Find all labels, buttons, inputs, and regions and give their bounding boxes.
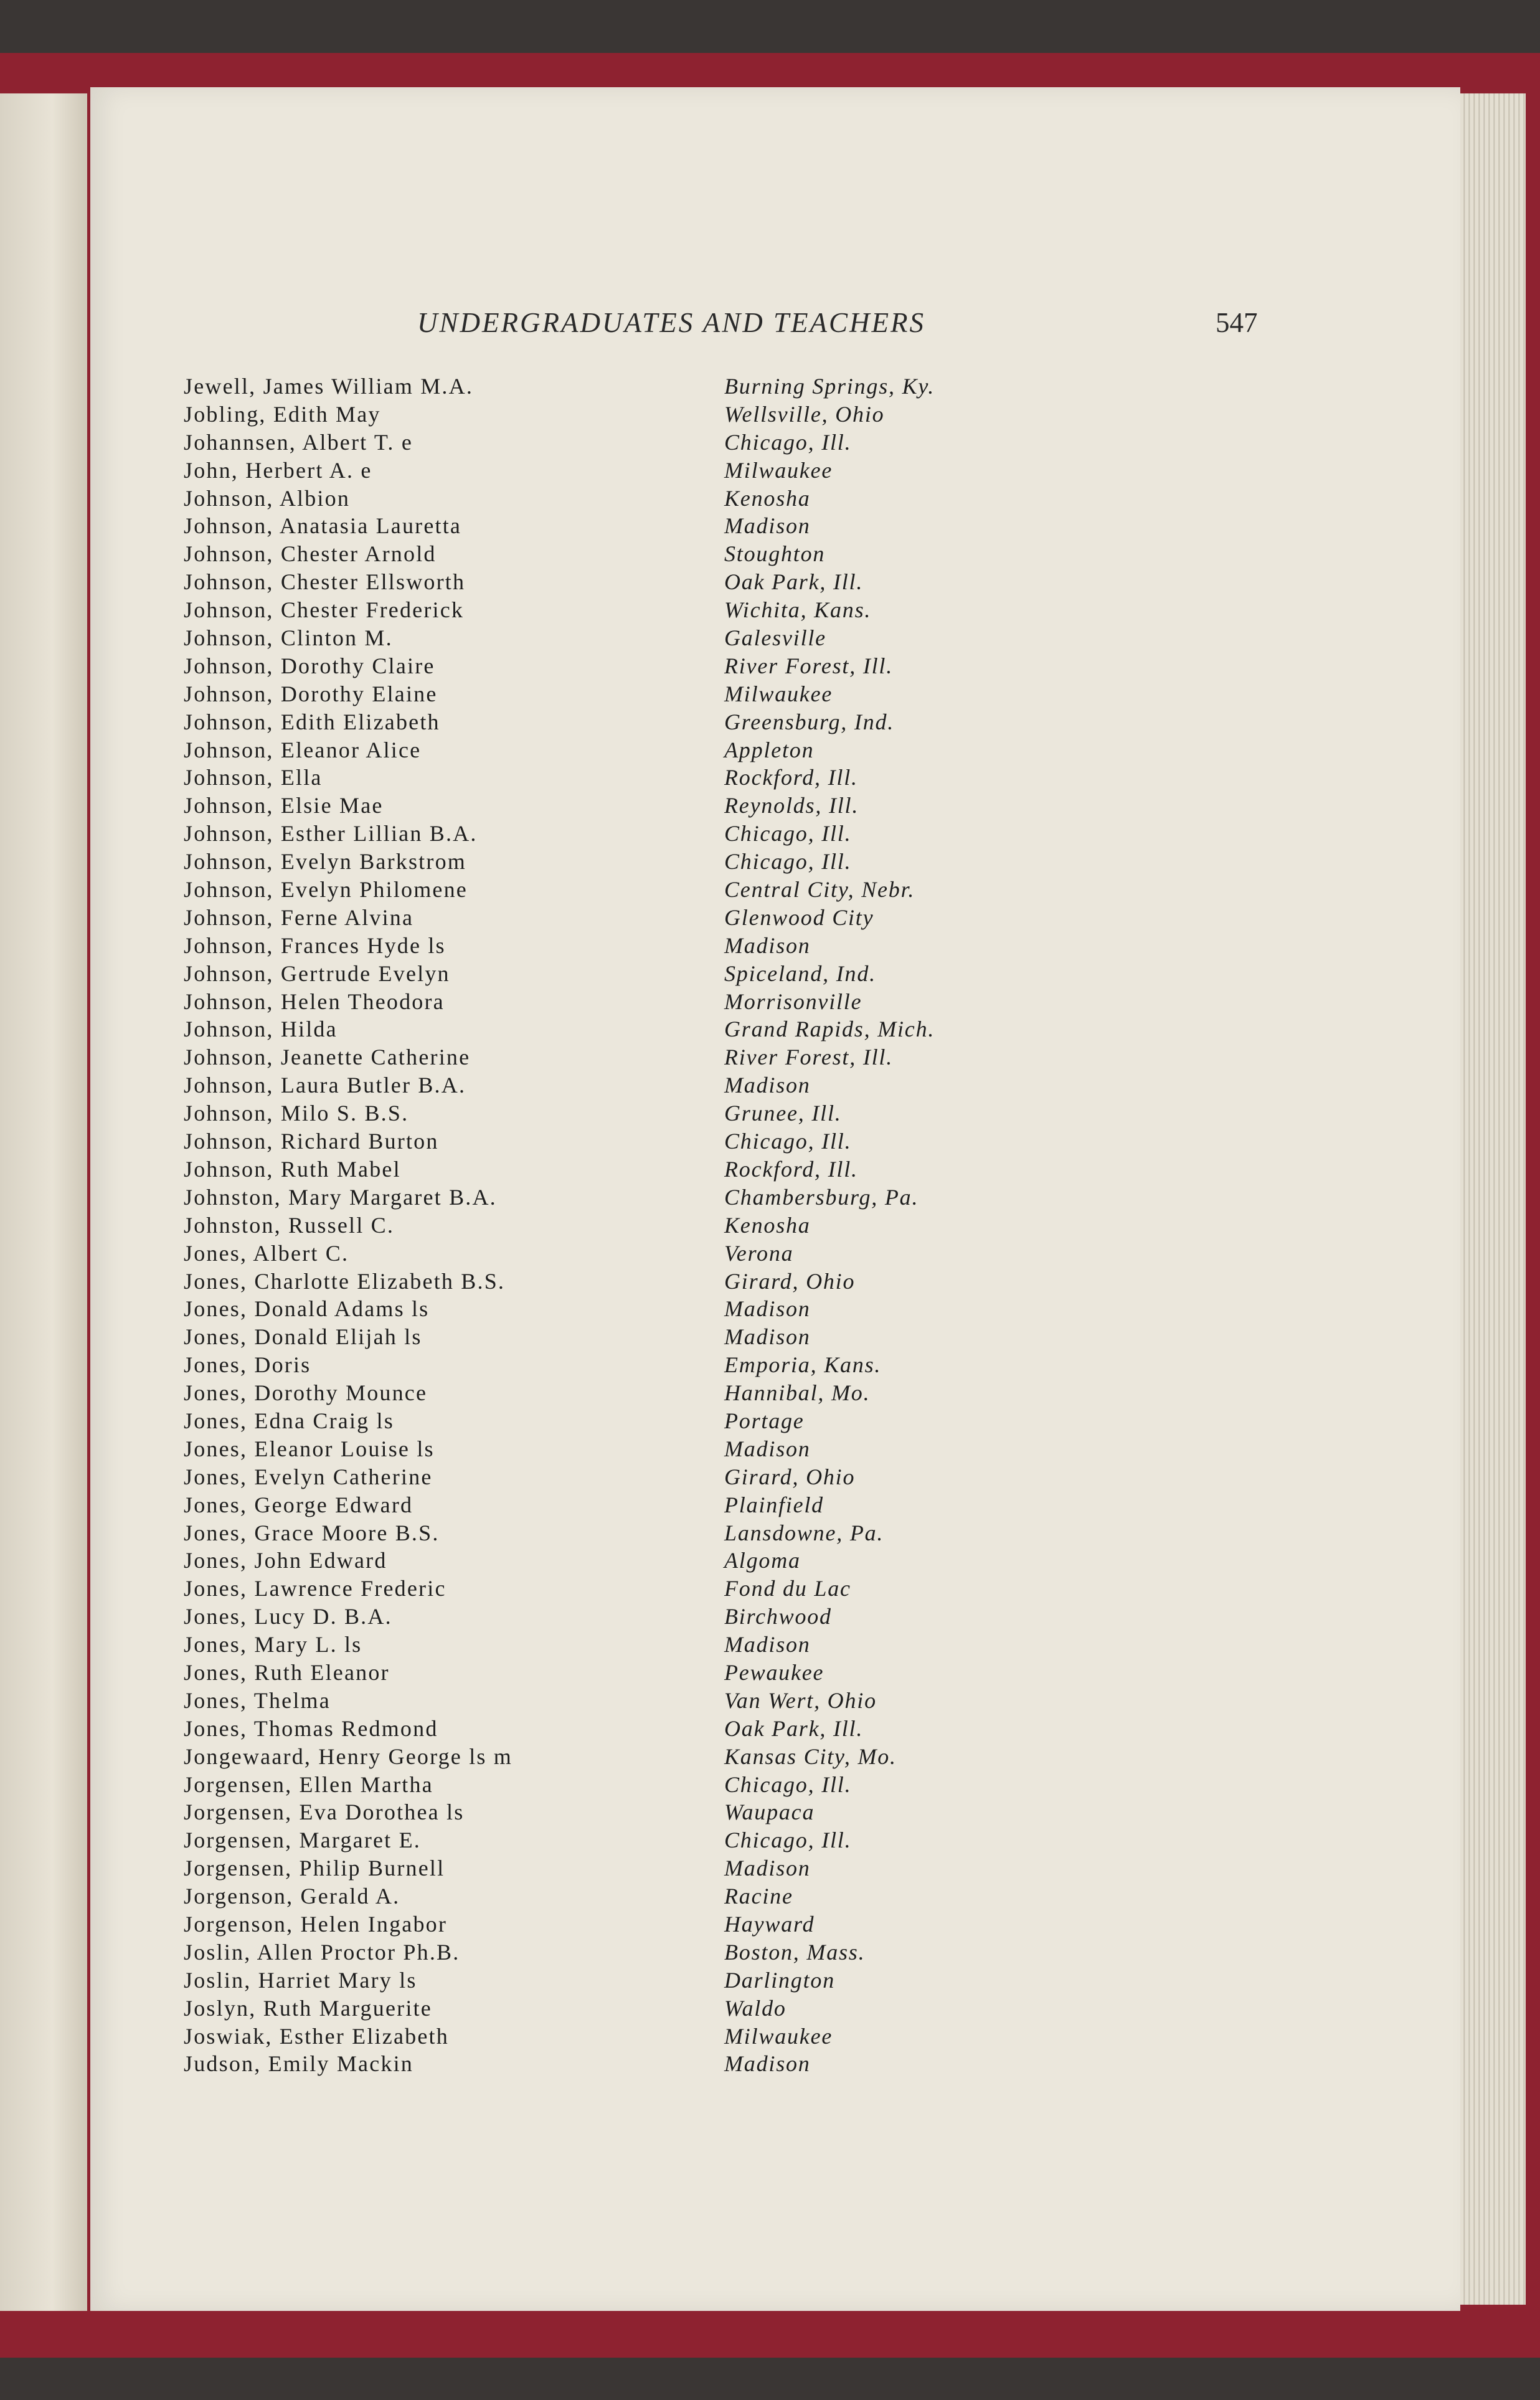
list-item [184, 764, 1056, 792]
list-item [184, 485, 1056, 513]
entry-place: Glenwood City [724, 904, 874, 930]
facing-page-edge [0, 93, 87, 2311]
entry-name: Johnson, Albion [184, 485, 351, 511]
list-item [184, 680, 1056, 708]
list-item [184, 1240, 1056, 1268]
entry-place: Milwaukee [724, 681, 833, 706]
entry-name: Jorgensen, Eva Dorothea ls [184, 1800, 465, 1825]
entry-place: Chicago, Ill. [724, 429, 852, 455]
entry-name: Jones, John Edward [184, 1548, 387, 1573]
entry-place: Grand Rapids, Mich. [724, 1017, 935, 1042]
list-item [184, 1910, 1056, 1938]
list-item [184, 1547, 1056, 1575]
entry-place: Boston, Mass. [724, 1939, 866, 1965]
entry-name: Johnson, Eleanor Alice [184, 737, 422, 762]
entry-name: Jones, Grace Moore B.S. [184, 1520, 440, 1545]
list-item [184, 1575, 1056, 1603]
entry-place: Birchwood [724, 1604, 832, 1629]
entry-name: Joslin, Harriet Mary ls [184, 1967, 417, 1993]
list-item [184, 1435, 1056, 1463]
entry-place: Chicago, Ill. [724, 821, 852, 847]
list-item [184, 1155, 1056, 1183]
entry-name: Johnson, Anatasia Lauretta [184, 513, 462, 539]
entry-name: Johnson, Esther Lillian B.A. [184, 821, 478, 847]
entry-name: Jones, Thomas Redmond [184, 1715, 438, 1741]
entry-name: Johnson, Helen Theodora [184, 989, 445, 1014]
entry-name: Jones, Ruth Eleanor [184, 1659, 390, 1685]
entry-place: Milwaukee [724, 2023, 833, 2049]
entry-name: Jones, Thelma [184, 1687, 331, 1713]
entry-name: Johnson, Ella [184, 765, 323, 790]
entry-place: Darlington [724, 1967, 836, 1993]
entry-place: Van Wert, Ohio [724, 1687, 877, 1713]
list-item [184, 1603, 1056, 1631]
entry-place: Galesville [724, 625, 826, 651]
list-item [184, 820, 1056, 848]
entry-place: Kenosha [724, 485, 811, 511]
entry-place: Verona [724, 1240, 794, 1266]
entry-place: Plainfield [724, 1492, 824, 1517]
entry-name: Johnson, Evelyn Philomene [184, 877, 468, 903]
entry-name: Jones, Lawrence Frederic [184, 1576, 446, 1601]
entry-name: Johnson, Laura Butler B.A. [184, 1073, 466, 1098]
list-item [184, 1463, 1056, 1491]
list-item [184, 708, 1056, 736]
list-item [184, 540, 1056, 568]
list-item [184, 2050, 1056, 2078]
list-item [184, 1268, 1056, 1296]
entry-place: Madison [724, 1296, 811, 1322]
list-item [184, 904, 1056, 932]
entry-name: Jorgensen, Margaret E. [184, 1828, 421, 1853]
list-item [184, 1631, 1056, 1659]
entry-name: Johnson, Elsie Mae [184, 793, 384, 818]
entry-place: Fond du Lac [724, 1576, 851, 1601]
entry-place: Rockford, Ill. [724, 765, 858, 790]
entry-place: River Forest, Ill. [724, 1045, 894, 1070]
entry-name: Johnson, Dorothy Elaine [184, 681, 438, 706]
list-item [184, 1212, 1056, 1240]
list-item [184, 1826, 1056, 1854]
entry-name: Johnston, Russell C. [184, 1212, 395, 1238]
entry-name: Jones, Mary L. ls [184, 1632, 362, 1658]
entry-name: Johannsen, Albert T. e [184, 429, 413, 455]
page-number: 547 [1216, 307, 1258, 338]
list-item [184, 876, 1056, 904]
entry-name: Johnson, Edith Elizabeth [184, 709, 440, 734]
entry-name: Joswiak, Esther Elizabeth [184, 2023, 449, 2049]
entry-place: Milwaukee [724, 457, 833, 483]
entry-name: Johnson, Hilda [184, 1017, 338, 1042]
list-item [184, 596, 1056, 624]
entry-place: Stoughton [724, 541, 826, 567]
list-item [184, 1771, 1056, 1799]
entry-name: Jobling, Edith May [184, 401, 381, 427]
entry-place: Portage [724, 1408, 805, 1433]
directory-list [184, 372, 1056, 2078]
list-item [184, 512, 1056, 540]
entry-place: Chicago, Ill. [724, 849, 852, 875]
entry-name: Jones, George Edward [184, 1492, 413, 1517]
list-item [184, 1295, 1056, 1323]
entry-name: Jones, Eleanor Louise ls [184, 1436, 435, 1461]
entry-place: Madison [724, 1436, 811, 1461]
entry-place: Reynolds, Ill. [724, 793, 859, 818]
entry-name: Johnson, Dorothy Claire [184, 653, 435, 678]
entry-place: Pewaukee [724, 1659, 824, 1685]
entry-place: Wichita, Kans. [724, 597, 872, 623]
list-item [184, 1715, 1056, 1743]
entry-place: Emporia, Kans. [724, 1352, 882, 1378]
list-item [184, 1743, 1056, 1771]
list-item [184, 1491, 1056, 1519]
list-item [184, 1798, 1056, 1826]
entry-name: John, Herbert A. e [184, 457, 372, 483]
entry-place: Rockford, Ill. [724, 1156, 858, 1182]
entry-place: Spiceland, Ind. [724, 960, 876, 986]
list-item [184, 960, 1056, 988]
list-item [184, 1938, 1056, 1966]
entry-place: Central City, Nebr. [724, 877, 915, 903]
entry-name: Jones, Donald Elijah ls [184, 1324, 422, 1350]
list-item [184, 1183, 1056, 1212]
entry-place: River Forest, Ill. [724, 653, 894, 678]
entry-place: Kansas City, Mo. [724, 1743, 897, 1769]
list-item [184, 1043, 1056, 1071]
entry-name: Jorgensen, Ellen Martha [184, 1772, 433, 1797]
list-item [184, 568, 1056, 596]
entry-place: Waupaca [724, 1800, 815, 1825]
list-item [184, 1882, 1056, 1910]
entry-place: Oak Park, Ill. [724, 1715, 864, 1741]
list-item [184, 457, 1056, 485]
entry-place: Madison [724, 2051, 811, 2077]
entry-name: Jones, Dorothy Mounce [184, 1380, 428, 1406]
entry-place: Morrisonville [724, 989, 862, 1014]
page-edges [1460, 93, 1526, 2305]
entry-place: Girard, Ohio [724, 1268, 856, 1294]
entry-place: Chicago, Ill. [724, 1129, 852, 1154]
entry-place: Grunee, Ill. [724, 1101, 842, 1126]
entry-name: Johnson, Clinton M. [184, 625, 393, 651]
entry-name: Johnson, Gertrude Evelyn [184, 960, 450, 986]
entry-place: Madison [724, 513, 811, 539]
list-item [184, 1323, 1056, 1351]
entry-name: Jorgenson, Gerald A. [184, 1884, 400, 1909]
list-item [184, 1351, 1056, 1379]
running-head: UNDERGRADUATES AND TEACHERS [417, 307, 925, 338]
list-item [184, 1687, 1056, 1715]
list-item [184, 2023, 1056, 2051]
entry-name: Johnson, Evelyn Barkstrom [184, 849, 466, 875]
list-item [184, 372, 1056, 401]
entry-place: Madison [724, 1324, 811, 1350]
entry-place: Madison [724, 1856, 811, 1881]
entry-place: Waldo [724, 1995, 787, 2021]
entry-place: Kenosha [724, 1212, 811, 1238]
list-item [184, 1071, 1056, 1099]
entry-name: Johnson, Richard Burton [184, 1129, 439, 1154]
list-item [184, 401, 1056, 429]
entry-name: Johnson, Frances Hyde ls [184, 932, 446, 958]
entry-place: Algoma [724, 1548, 801, 1573]
list-item [184, 736, 1056, 764]
entry-place: Lansdowne, Pa. [724, 1520, 884, 1545]
entry-name: Jones, Doris [184, 1352, 311, 1378]
list-item [184, 1659, 1056, 1687]
entry-name: Johnson, Chester Ellsworth [184, 569, 466, 595]
list-item [184, 848, 1056, 876]
entry-name: Johnson, Ferne Alvina [184, 904, 414, 930]
entry-place: Hannibal, Mo. [724, 1380, 871, 1406]
entry-name: Johnson, Jeanette Catherine [184, 1045, 471, 1070]
entry-name: Joslin, Allen Proctor Ph.B. [184, 1939, 460, 1965]
entry-place: Racine [724, 1884, 793, 1909]
entry-name: Johnson, Chester Frederick [184, 597, 465, 623]
entry-place: Madison [724, 1632, 811, 1658]
entry-place: Chicago, Ill. [724, 1772, 852, 1797]
entry-name: Johnson, Milo S. B.S. [184, 1101, 409, 1126]
list-item [184, 652, 1056, 680]
entry-place: Appleton [724, 737, 815, 762]
list-item [184, 932, 1056, 960]
entry-place: Chambersburg, Pa. [724, 1184, 919, 1210]
list-item [184, 429, 1056, 457]
entry-name: Johnston, Mary Margaret B.A. [184, 1184, 497, 1210]
entry-name: Jones, Charlotte Elizabeth B.S. [184, 1268, 506, 1294]
entry-place: Wellsville, Ohio [724, 401, 885, 427]
entry-place: Madison [724, 1073, 811, 1098]
entry-name: Johnson, Ruth Mabel [184, 1156, 401, 1182]
list-item [184, 624, 1056, 652]
list-item [184, 988, 1056, 1016]
list-item [184, 1966, 1056, 1994]
entry-name: Jongewaard, Henry George ls m [184, 1743, 513, 1769]
entry-name: Jewell, James William M.A. [184, 374, 474, 399]
entry-name: Jorgenson, Helen Ingabor [184, 1911, 448, 1937]
list-item [184, 1015, 1056, 1043]
entry-name: Judson, Emily Mackin [184, 2051, 413, 2077]
entry-name: Jones, Evelyn Catherine [184, 1464, 433, 1489]
list-item [184, 1407, 1056, 1435]
entry-place: Burning Springs, Ky. [724, 374, 935, 399]
list-item [184, 1099, 1056, 1127]
list-item [184, 1994, 1056, 2023]
entry-place: Oak Park, Ill. [724, 569, 864, 595]
entry-place: Greensburg, Ind. [724, 709, 895, 734]
entry-name: Johnson, Chester Arnold [184, 541, 437, 567]
entry-place: Girard, Ohio [724, 1464, 856, 1489]
entry-name: Jones, Albert C. [184, 1240, 349, 1266]
list-item [184, 1379, 1056, 1407]
entry-name: Jorgensen, Philip Burnell [184, 1856, 445, 1881]
entry-place: Chicago, Ill. [724, 1828, 852, 1853]
entry-name: Jones, Edna Craig ls [184, 1408, 394, 1433]
entry-place: Madison [724, 932, 811, 958]
list-item [184, 1854, 1056, 1882]
entry-name: Jones, Donald Adams ls [184, 1296, 430, 1322]
entry-place: Hayward [724, 1911, 815, 1937]
list-item [184, 792, 1056, 820]
entry-name: Jones, Lucy D. B.A. [184, 1604, 392, 1629]
list-item [184, 1519, 1056, 1547]
list-item [184, 1127, 1056, 1155]
entry-name: Joslyn, Ruth Marguerite [184, 1995, 432, 2021]
